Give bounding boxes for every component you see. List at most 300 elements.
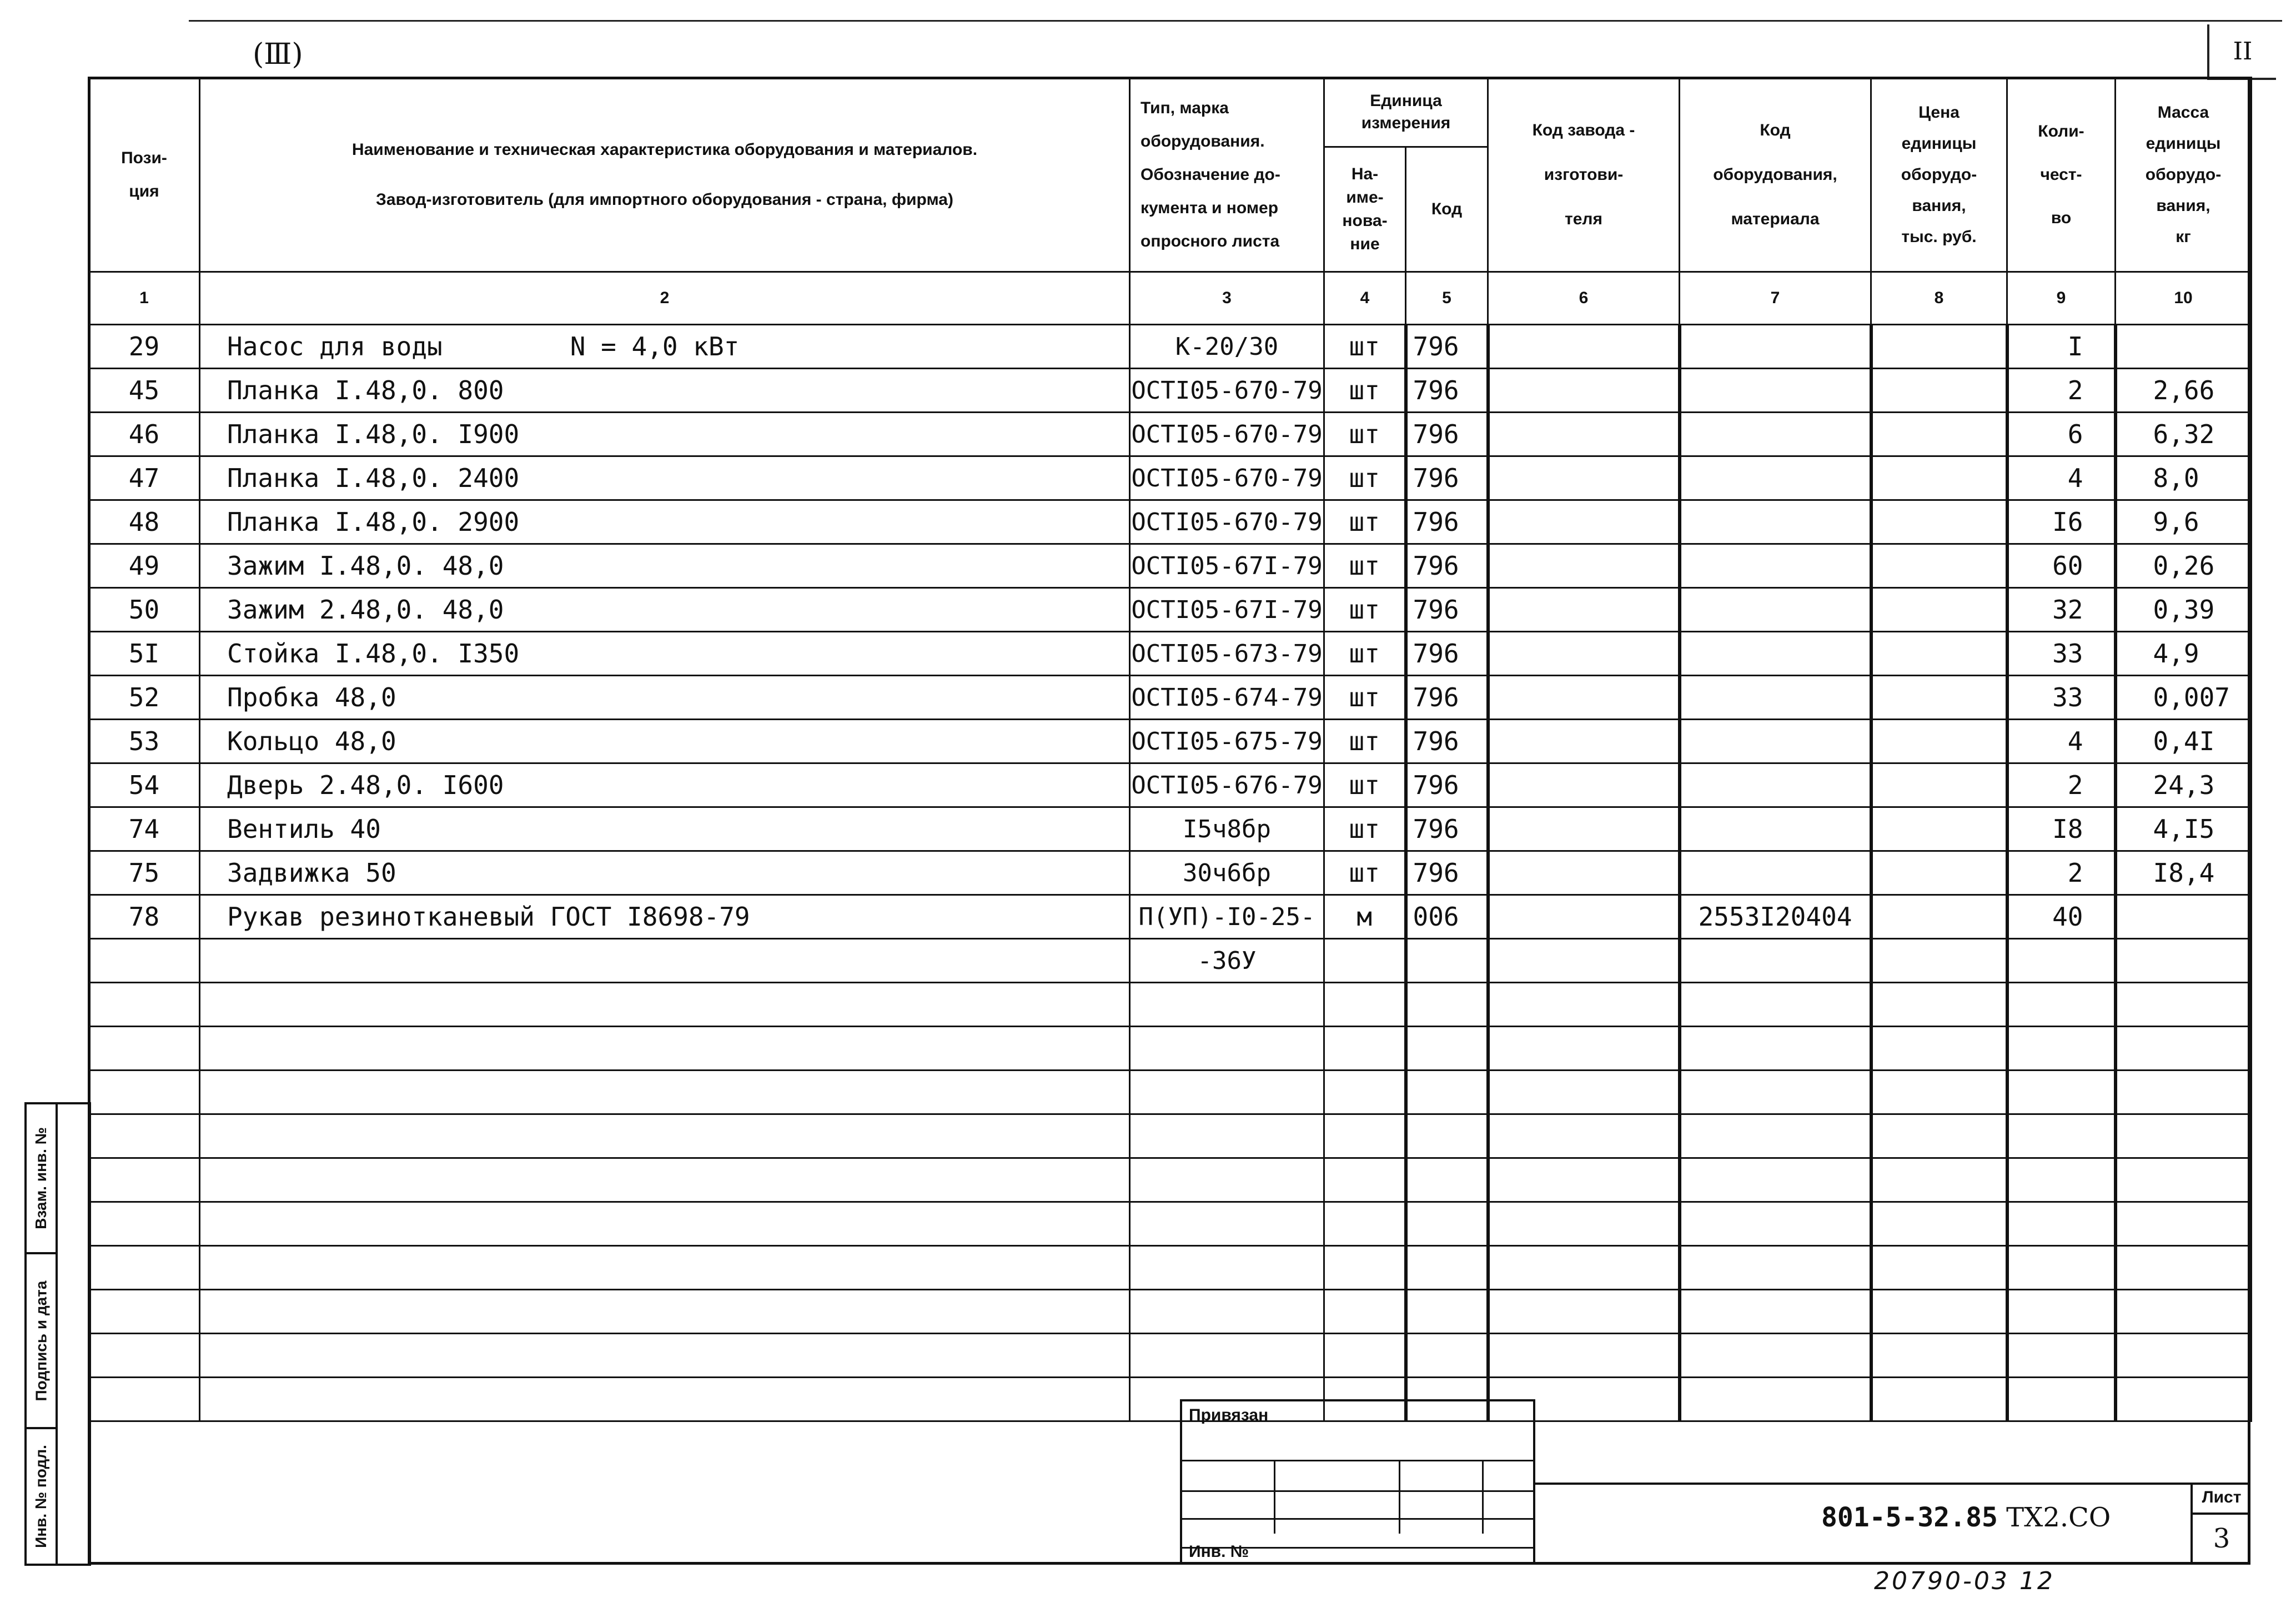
cell-empty [1488,1290,1680,1334]
empty-row [89,1378,2252,1421]
cell-material-code [1680,632,1871,676]
cell-name: Вентиль 40 [200,807,1130,851]
table-row [89,676,2252,720]
empty-row [89,1114,2252,1158]
cell-empty [2007,1158,2116,1202]
cell-material-code [1680,544,1871,588]
stamp-separator [1535,1483,2250,1485]
cell-empty [89,1290,200,1334]
cell-material-code [1680,807,1871,851]
cell-empty [1680,1378,1871,1421]
col-number-2: 2 [200,272,1130,325]
cell-plant-code [1488,720,1680,763]
header-price: Цена единицы оборудо- вания, тыс. руб. [1871,78,2007,272]
cell-empty [2007,1334,2116,1378]
cell-price [1871,676,2007,720]
empty-row [89,983,2252,1027]
cell-empty [200,1378,1130,1421]
cell-unit-name [1324,939,1406,983]
cell-empty [1130,983,1324,1027]
table-row [89,369,2252,413]
cell-unit-code: 796 [1406,807,1488,851]
cell-unit-code: 006 [1406,895,1488,939]
archive-number: 20790-03 12 [1874,1567,2055,1595]
document-code: 801-5-32.85 ТХ2.СО [1821,1502,2111,1533]
cell-mass: 24,3 [2116,763,2252,807]
cell-name: Рукав резинотканевый ГОСТ I8698-79 [200,895,1130,939]
cell-type: ОСТI05-67I-79 [1130,588,1324,632]
cell-empty [1680,1071,1871,1114]
cell-plant-code [1488,369,1680,413]
cell-material-code [1680,325,1871,369]
cell-empty [1680,983,1871,1027]
cell-unit-code: 796 [1406,720,1488,763]
cell-unit-code: 796 [1406,500,1488,544]
cell-empty [1680,1246,1871,1290]
cell-price [1871,413,2007,456]
cell-empty [1488,1334,1680,1378]
cell-empty [2007,1202,2116,1246]
cell-material-code [1680,500,1871,544]
cell-empty [2116,1158,2252,1202]
cell-position: 75 [89,851,200,895]
cell-mass [2116,939,2252,983]
cell-position: 29 [89,325,200,369]
cell-price [1871,720,2007,763]
cell-empty [1130,1202,1324,1246]
cell-unit-name: шт [1324,632,1406,676]
cell-empty [1488,1071,1680,1114]
cell-empty [89,1114,200,1158]
empty-row [89,1290,2252,1334]
empty-row [89,1071,2252,1114]
cell-empty [1130,1114,1324,1158]
cell-empty [1324,1246,1406,1290]
cell-empty [1130,1290,1324,1334]
cell-name: Зажим I.48,0. 48,0 [200,544,1130,588]
cell-empty [1871,1071,2007,1114]
cell-unit-name: шт [1324,369,1406,413]
cell-empty [89,1246,200,1290]
cell-type: П(УП)-I0-25- [1130,895,1324,939]
cell-empty [1406,1027,1488,1071]
cell-plant-code [1488,325,1680,369]
cell-empty [1680,1158,1871,1202]
cell-empty [1406,1202,1488,1246]
cell-mass: 4,I5 [2116,807,2252,851]
cell-empty [1488,1114,1680,1158]
col-number-4: 4 [1324,272,1406,325]
sheet-number: 3 [2213,1523,2230,1554]
cell-empty [1130,1158,1324,1202]
cell-plant-code [1488,895,1680,939]
cell-name: Стойка I.48,0. I350 [200,632,1130,676]
cell-price [1871,456,2007,500]
header-unit-code: Код [1406,147,1488,272]
cell-empty [89,1027,200,1071]
cell-empty [1324,1334,1406,1378]
cell-empty [200,1158,1130,1202]
cell-position: 52 [89,676,200,720]
cell-empty [200,1071,1130,1114]
cell-empty [1871,1027,2007,1071]
cell-position: 78 [89,895,200,939]
cell-empty [89,1378,200,1421]
col-number-6: 6 [1488,272,1680,325]
cell-empty [89,1334,200,1378]
cell-plant-code [1488,939,1680,983]
cell-mass: I8,4 [2116,851,2252,895]
title-block-inv-label: Инв. № [1189,1542,1249,1561]
cell-quantity: 6 [2007,413,2116,456]
cell-position: 45 [89,369,200,413]
cell-type: ОСТI05-670-79 [1130,500,1324,544]
cell-empty [1324,1290,1406,1334]
cell-price [1871,763,2007,807]
cell-empty [1324,1027,1406,1071]
cell-name: Задвижка 50 [200,851,1130,895]
col-number-8: 8 [1871,272,2007,325]
cell-name: Планка I.48,0. I900 [200,413,1130,456]
table-row [89,939,2252,983]
cell-quantity: 4 [2007,456,2116,500]
cell-type: ОСТI05-673-79 [1130,632,1324,676]
cell-price [1871,851,2007,895]
header-mass: Масса единицы оборудо- вания, кг [2116,78,2252,272]
cell-quantity: 2 [2007,851,2116,895]
cell-mass: 0,007 [2116,676,2252,720]
cell-material-code [1680,456,1871,500]
cell-empty [200,1290,1130,1334]
cell-plant-code [1488,544,1680,588]
cell-empty [2116,1290,2252,1334]
cell-empty [2116,1334,2252,1378]
cell-unit-name: шт [1324,456,1406,500]
cell-material-code [1680,763,1871,807]
cell-empty [200,1114,1130,1158]
title-block-privyazan: Привязан Инв. № [1180,1399,1535,1565]
cell-price [1871,588,2007,632]
sheet-number-box [2191,1483,2250,1565]
cell-empty [1488,1246,1680,1290]
cell-position: 53 [89,720,200,763]
cell-material-code [1680,720,1871,763]
cell-empty [1680,1027,1871,1071]
cell-empty [1871,1378,2007,1421]
cell-unit-name: м [1324,895,1406,939]
cell-unit-name: шт [1324,720,1406,763]
specification-table [88,77,2252,1422]
cell-empty [2116,1027,2252,1071]
empty-row [89,1027,2252,1071]
cell-empty [1871,1290,2007,1334]
cell-plant-code [1488,413,1680,456]
cell-empty [1871,1158,2007,1202]
cell-price [1871,325,2007,369]
cell-empty [89,983,200,1027]
cell-empty [2116,1202,2252,1246]
cell-empty [89,1158,200,1202]
col-number-10: 10 [2116,272,2252,325]
cell-unit-code: 796 [1406,369,1488,413]
cell-unit-code: 796 [1406,413,1488,456]
cell-empty [1680,1114,1871,1158]
cell-type: -36У [1130,939,1324,983]
table-row [89,851,2252,895]
cell-mass [2116,325,2252,369]
table-row [89,588,2252,632]
header-name: Наименование и техническая характеристика оборудования и материалов. Завод-изготовитель (для импортного оборудования - страна, фирма) [200,78,1130,272]
cell-empty [1871,1334,2007,1378]
cell-price [1871,369,2007,413]
table-row [89,632,2252,676]
cell-empty [2116,1378,2252,1421]
side-vzam-inv: Взам. инв. № [27,1104,56,1254]
header-position: Пози- ция [89,78,200,272]
cell-name: Зажим 2.48,0. 48,0 [200,588,1130,632]
cell-mass: 0,39 [2116,588,2252,632]
cell-empty [2007,983,2116,1027]
cell-empty [1488,983,1680,1027]
cell-empty [1406,1334,1488,1378]
table-row [89,413,2252,456]
cell-unit-name: шт [1324,500,1406,544]
cell-plant-code [1488,588,1680,632]
cell-price [1871,544,2007,588]
cell-empty [2116,1246,2252,1290]
cell-name [200,939,1130,983]
cell-empty [1324,1202,1406,1246]
cell-mass: 0,4I [2116,720,2252,763]
cell-empty [1130,1246,1324,1290]
cell-plant-code [1488,807,1680,851]
cell-unit-name: шт [1324,413,1406,456]
cell-name: Планка I.48,0. 2400 [200,456,1130,500]
col-number-1: 1 [89,272,200,325]
cell-unit-code: 796 [1406,632,1488,676]
cell-unit-name: шт [1324,325,1406,369]
cell-material-code: 2553I20404 [1680,895,1871,939]
cell-type: К-20/30 [1130,325,1324,369]
cell-empty [89,1071,200,1114]
empty-row [89,1246,2252,1290]
table-row [89,500,2252,544]
cell-empty [2007,1290,2116,1334]
header-plant-code: Код завода - изготови- теля [1488,78,1680,272]
cell-material-code [1680,588,1871,632]
cell-empty [1680,1290,1871,1334]
cell-name: Пробка 48,0 [200,676,1130,720]
sheet-label: Лист [2193,1483,2250,1515]
cell-empty [1680,1334,1871,1378]
cell-name: Дверь 2.48,0. I600 [200,763,1130,807]
cell-material-code [1680,369,1871,413]
cell-plant-code [1488,632,1680,676]
cell-type: ОСТI05-670-79 [1130,369,1324,413]
cell-material-code [1680,676,1871,720]
cell-position: 46 [89,413,200,456]
cell-empty [1130,1334,1324,1378]
cell-empty [1324,983,1406,1027]
cell-type: ОСТI05-675-79 [1130,720,1324,763]
cell-mass: 9,6 [2116,500,2252,544]
table-row [89,895,2252,939]
cell-type: ОСТI05-670-79 [1130,456,1324,500]
table-row [89,807,2252,851]
cell-position: 54 [89,763,200,807]
cell-mass: 4,9 [2116,632,2252,676]
cell-empty [1406,1158,1488,1202]
col-number-7: 7 [1680,272,1871,325]
cell-empty [2116,1114,2252,1158]
cell-quantity: 2 [2007,763,2116,807]
empty-row [89,1334,2252,1378]
cell-mass: 2,66 [2116,369,2252,413]
cell-empty [1130,1071,1324,1114]
cell-empty [1406,1114,1488,1158]
cell-position: 74 [89,807,200,851]
cell-empty [1488,1158,1680,1202]
cell-mass: 0,26 [2116,544,2252,588]
cell-plant-code [1488,456,1680,500]
cell-position: 50 [89,588,200,632]
cell-empty [1871,1202,2007,1246]
corner-sheet-number: II [2207,24,2276,80]
cell-type: ОСТI05-67I-79 [1130,544,1324,588]
cell-unit-name: шт [1324,544,1406,588]
table-row [89,544,2252,588]
cell-plant-code [1488,851,1680,895]
cell-unit-code: 796 [1406,544,1488,588]
cell-mass [2116,895,2252,939]
empty-row [89,1202,2252,1246]
cell-empty [200,1027,1130,1071]
cell-material-code [1680,413,1871,456]
cell-type: I5ч8бр [1130,807,1324,851]
cell-empty [1488,1202,1680,1246]
table-row [89,456,2252,500]
table-row [89,720,2252,763]
cell-price [1871,500,2007,544]
cell-empty [1324,1071,1406,1114]
cell-empty [1324,1114,1406,1158]
cell-quantity: I [2007,325,2116,369]
cell-quantity: 32 [2007,588,2116,632]
cell-empty [2116,983,2252,1027]
cell-empty [1406,1071,1488,1114]
cell-material-code [1680,851,1871,895]
cell-quantity: 2 [2007,369,2116,413]
cell-unit-code: 796 [1406,588,1488,632]
cell-empty [1871,1246,2007,1290]
cell-unit-code [1406,939,1488,983]
cell-unit-code: 796 [1406,763,1488,807]
cell-quantity: 4 [2007,720,2116,763]
cell-position: 5I [89,632,200,676]
col-number-3: 3 [1130,272,1324,325]
cell-unit-name: шт [1324,676,1406,720]
cell-position [89,939,200,983]
cell-empty [200,1334,1130,1378]
cell-empty [2007,1246,2116,1290]
cell-name: Планка I.48,0. 800 [200,369,1130,413]
cell-empty [1324,1158,1406,1202]
cell-empty [2007,1071,2116,1114]
cell-empty [2007,1027,2116,1071]
cell-name: Кольцо 48,0 [200,720,1130,763]
cell-quantity: 60 [2007,544,2116,588]
cell-empty [200,983,1130,1027]
cell-empty [1406,1246,1488,1290]
cell-quantity: 33 [2007,676,2116,720]
cell-quantity: 33 [2007,632,2116,676]
cell-empty [1406,983,1488,1027]
cell-plant-code [1488,763,1680,807]
cell-unit-name: шт [1324,851,1406,895]
cell-type: ОСТI05-676-79 [1130,763,1324,807]
table-row [89,325,2252,369]
cell-empty [1871,983,2007,1027]
cell-unit-code: 796 [1406,676,1488,720]
cell-mass: 6,32 [2116,413,2252,456]
header-unit-name: На- име- нова- ние [1324,147,1406,272]
cell-price [1871,939,2007,983]
cell-type: 30ч6бр [1130,851,1324,895]
cell-price [1871,632,2007,676]
cell-position: 48 [89,500,200,544]
cell-empty [1406,1290,1488,1334]
cell-empty [200,1246,1130,1290]
header-type: Тип, марка оборудования. Обозначение до- кумента и номер опросного листа [1130,78,1324,272]
cell-plant-code [1488,500,1680,544]
header-unit: Единица измерения [1324,78,1488,147]
section-mark: (Ⅲ) [253,38,303,71]
cell-type: ОСТI05-670-79 [1130,413,1324,456]
cell-position: 47 [89,456,200,500]
cell-quantity: 40 [2007,895,2116,939]
col-number-9: 9 [2007,272,2116,325]
cell-unit-name: шт [1324,807,1406,851]
cell-position: 49 [89,544,200,588]
cell-empty [1680,1202,1871,1246]
cell-price [1871,895,2007,939]
side-podpis-data: Подпись и дата [27,1254,56,1429]
cell-material-code [1680,939,1871,983]
header-material-code: Код оборудования, материала [1680,78,1871,272]
cell-empty [1488,1027,1680,1071]
cell-empty [2116,1071,2252,1114]
table-row [89,763,2252,807]
cell-price [1871,807,2007,851]
cell-empty [200,1202,1130,1246]
cell-empty [89,1202,200,1246]
cell-empty [1130,1027,1324,1071]
cell-unit-code: 796 [1406,851,1488,895]
cell-unit-code: 796 [1406,325,1488,369]
cell-name: Насос для воды N = 4,0 кВт [200,325,1130,369]
header-quantity: Коли- чест- во [2007,78,2116,272]
top-border-line [189,20,2282,22]
cell-quantity: I6 [2007,500,2116,544]
cell-empty [1871,1114,2007,1158]
empty-row [89,1158,2252,1202]
cell-quantity [2007,939,2116,983]
cell-unit-code: 796 [1406,456,1488,500]
cell-quantity: I8 [2007,807,2116,851]
side-stamp [24,1102,91,1566]
cell-name: Планка I.48,0. 2900 [200,500,1130,544]
cell-empty [2007,1378,2116,1421]
